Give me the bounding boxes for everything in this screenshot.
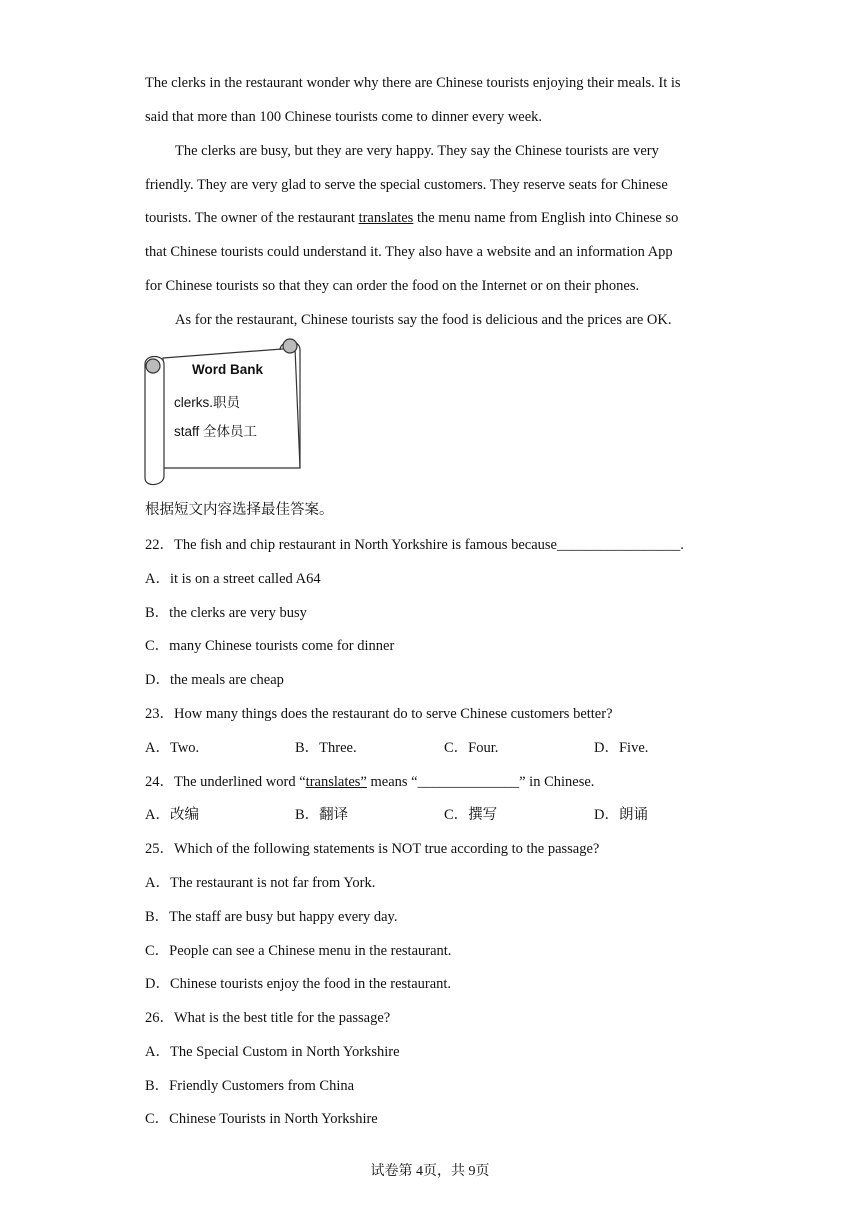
- underlined-word: translates: [358, 210, 414, 226]
- q22-option-c: C．many Chinese tourists come for dinner: [145, 638, 395, 654]
- question-24-stem: [145, 772, 594, 792]
- q25-option-d: D．Chinese tourists enjoy the food in the restaurant.: [145, 976, 452, 992]
- passage-text: tourists. The owner of the restaurant: [145, 210, 359, 226]
- word-bank-item: staff 全体员工: [174, 424, 258, 439]
- q24-option-b: B．翻译: [295, 807, 349, 823]
- passage-line: The clerks in the restaurant wonder why there are Chinese tourists enjoying their meals. It is: [145, 75, 681, 91]
- question-22-stem: 22．The fish and chip restaurant in North Yorkshire is famous because_________________.: [145, 537, 684, 553]
- passage-line: said that more than 100 Chinese tourists come to dinner every week.: [145, 109, 543, 125]
- passage-line: for Chinese tourists so that they can order the food on the Internet or on their phones.: [145, 278, 640, 294]
- q26-option-b: B．Friendly Customers from China: [145, 1078, 355, 1094]
- stem-text: 24．The underlined word “: [145, 774, 306, 790]
- q22-option-b: B．the clerks are very busy: [145, 605, 307, 621]
- underlined-word: translates”: [305, 774, 367, 790]
- q22-option-a: A．it is on a street called A64: [145, 571, 321, 587]
- passage-line: friendly. They are very glad to serve the special customers. They reserve seats for Chinese: [145, 177, 668, 193]
- q26-option-c: C．Chinese Tourists in North Yorkshire: [145, 1111, 378, 1127]
- passage-text: the menu name from English into Chinese so: [413, 210, 679, 226]
- q23-option-b: B．Three.: [295, 740, 357, 756]
- q25-option-a: A．The restaurant is not far from York.: [145, 875, 376, 891]
- passage-line: As for the restaurant, Chinese tourists say the food is delicious and the prices are OK.: [175, 312, 672, 328]
- instruction: 根据短文内容选择最佳答案。: [145, 502, 334, 518]
- passage-line: that Chinese tourists could understand it. They also have a website and an information App: [145, 244, 673, 260]
- word-bank-scroll-graphic: [140, 336, 306, 492]
- word-bank-title: Word Bank: [192, 362, 264, 377]
- question-26-stem: 26．What is the best title for the passage?: [145, 1010, 391, 1026]
- passage-line: [145, 208, 678, 228]
- question-25-stem: 25．Which of the following statements is NOT true according to the passage?: [145, 841, 600, 857]
- q22-option-d: D．the meals are cheap: [145, 672, 284, 688]
- q24-option-d: D．朗诵: [594, 807, 648, 823]
- q25-option-b: B．The staff are busy but happy every day.: [145, 909, 398, 925]
- q24-option-a: A．改编: [145, 807, 199, 823]
- q23-option-d: D．Five.: [594, 740, 649, 756]
- q24-option-c: C．撰写: [444, 807, 498, 823]
- q23-option-c: C．Four.: [444, 740, 499, 756]
- word-bank-item: clerks.职员: [174, 395, 241, 410]
- q26-option-a: A．The Special Custom in North Yorkshire: [145, 1044, 400, 1060]
- q23-option-a: A．Two.: [145, 740, 200, 756]
- page-footer: 试卷第 4页，共 9页: [370, 1164, 490, 1179]
- q25-option-c: C．People can see a Chinese menu in the restaurant.: [145, 943, 452, 959]
- passage-line: The clerks are busy, but they are very happy. They say the Chinese tourists are very: [175, 143, 659, 159]
- stem-text: means “______________” in Chinese.: [366, 774, 595, 790]
- question-23-stem: 23．How many things does the restaurant do to serve Chinese customers better?: [145, 706, 613, 722]
